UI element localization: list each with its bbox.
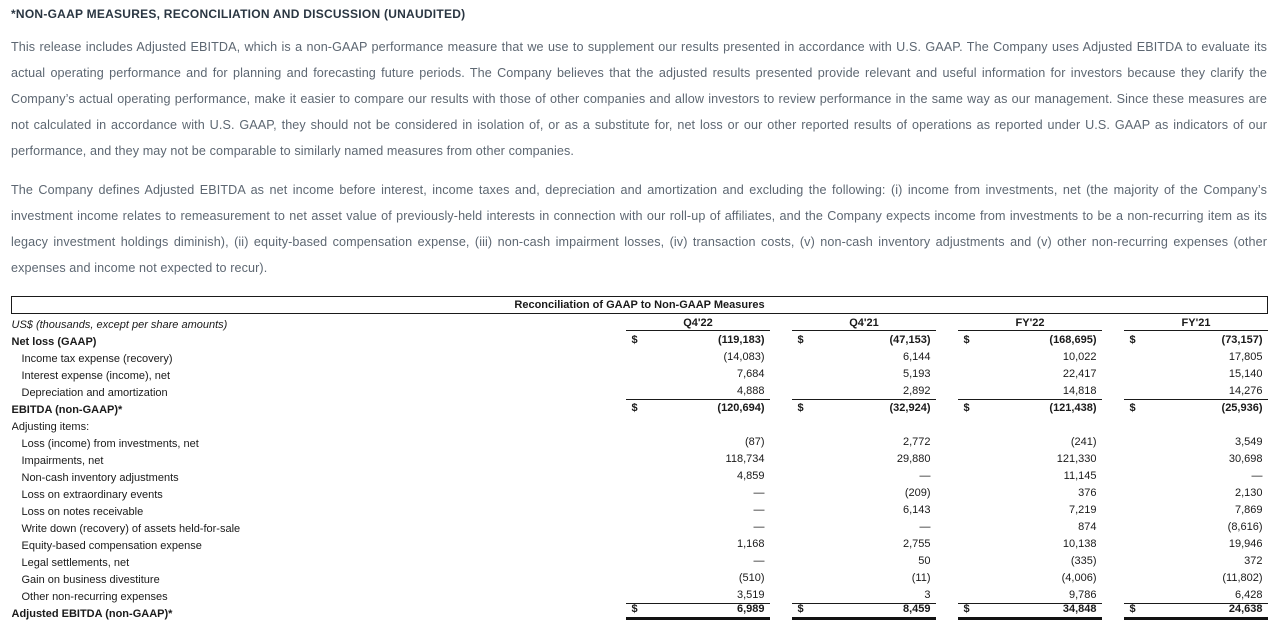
value-cell [604, 467, 770, 484]
cell-value: 50 [918, 555, 931, 567]
row-label: EBITDA (non-GAAP)* [11, 404, 123, 416]
table-row [12, 501, 1268, 518]
reconciliation-table [11, 296, 1268, 620]
row-label: Loss on extraordinary events [21, 489, 163, 501]
cell-value: (47,153) [889, 334, 931, 346]
cell-value: (32,924) [889, 402, 931, 414]
cell-value: 30,698 [1228, 453, 1263, 465]
column-header-fy-22 [936, 314, 1102, 332]
cell-value: 7,869 [1234, 504, 1263, 516]
cell-value: 4,888 [736, 385, 765, 397]
value-cell [770, 450, 936, 467]
cell-value: 2,755 [902, 538, 931, 550]
table-row [12, 348, 1268, 365]
value-cell [604, 365, 770, 382]
value-cell [1102, 416, 1268, 433]
row-label: Depreciation and amortization [21, 387, 168, 399]
table-row [12, 586, 1268, 603]
value-cell [936, 365, 1102, 382]
cell-value: 2,892 [902, 385, 931, 397]
value-cell [604, 348, 770, 365]
table-title: Reconciliation of GAAP to Non-GAAP Measures [12, 297, 1268, 314]
table-row [12, 399, 1268, 416]
column-header-label: FY'22 [1015, 317, 1045, 329]
value-cell [936, 484, 1102, 501]
value-cell [1102, 365, 1268, 382]
row-label: Net loss (GAAP) [11, 336, 97, 348]
cell-value: 376 [1078, 487, 1097, 499]
value-cell [770, 569, 936, 586]
value-cell [770, 433, 936, 450]
table-row [12, 416, 1268, 433]
cell-value: — [753, 555, 765, 567]
cell-value: 6,144 [902, 351, 931, 363]
cell-value: (4,006) [1061, 572, 1097, 584]
value-cell [770, 518, 936, 535]
value-cell [604, 603, 770, 620]
value-cell [770, 331, 936, 348]
currency-symbol: $ [1129, 603, 1136, 615]
value-cell [604, 518, 770, 535]
value-cell [936, 501, 1102, 518]
cell-value: — [919, 470, 931, 482]
value-cell [604, 416, 770, 433]
cell-value: 7,219 [1068, 504, 1097, 516]
value-cell [770, 467, 936, 484]
value-cell [770, 552, 936, 569]
value-cell [936, 603, 1102, 620]
value-cell [604, 586, 770, 603]
unit-note: US$ (thousands, except per share amounts) [11, 319, 228, 331]
cell-value: 3,519 [736, 589, 765, 601]
value-cell [604, 399, 770, 416]
value-cell [1102, 484, 1268, 501]
cell-value: 2,772 [902, 436, 931, 448]
table-row [12, 331, 1268, 348]
cell-value: 3,549 [1234, 436, 1263, 448]
cell-value: 34,848 [1062, 603, 1097, 615]
table-row [12, 467, 1268, 484]
column-header-label: Q4'21 [849, 317, 879, 329]
value-cell [604, 331, 770, 348]
table-column-header-row [12, 314, 1268, 332]
table-row [12, 552, 1268, 569]
table-row [12, 484, 1268, 501]
cell-value: 29,880 [896, 453, 931, 465]
value-cell [936, 433, 1102, 450]
cell-value: — [919, 521, 931, 533]
value-cell [770, 399, 936, 416]
value-cell [936, 331, 1102, 348]
value-cell [604, 382, 770, 399]
value-cell [936, 535, 1102, 552]
cell-value: 24,638 [1228, 603, 1263, 615]
value-cell [936, 518, 1102, 535]
value-cell [1102, 569, 1268, 586]
value-cell [770, 586, 936, 603]
row-label: Income tax expense (recovery) [21, 353, 173, 365]
cell-value: 1,168 [736, 538, 765, 550]
cell-value: 372 [1244, 555, 1263, 567]
row-label: Loss on notes receivable [21, 506, 144, 518]
currency-symbol: $ [797, 603, 804, 615]
cell-value: (241) [1070, 436, 1097, 448]
row-label: Interest expense (income), net [21, 370, 171, 382]
value-cell [770, 484, 936, 501]
value-cell [1102, 399, 1268, 416]
cell-value: (14,083) [723, 351, 765, 363]
value-cell [770, 416, 936, 433]
value-cell [770, 501, 936, 518]
cell-value: (120,694) [717, 402, 765, 414]
currency-symbol: $ [963, 334, 970, 346]
cell-value: 7,684 [736, 368, 765, 380]
value-cell [1102, 586, 1268, 603]
cell-value: — [753, 504, 765, 516]
cell-value: 9,786 [1068, 589, 1097, 601]
row-label: Gain on business divestiture [21, 574, 160, 586]
row-label: Adjusted EBITDA (non-GAAP)* [11, 608, 173, 620]
cell-value: (119,183) [718, 334, 765, 346]
value-cell [1102, 552, 1268, 569]
currency-symbol: $ [631, 603, 638, 615]
cell-value: 14,276 [1228, 385, 1263, 397]
currency-symbol: $ [1129, 334, 1136, 346]
value-cell [936, 450, 1102, 467]
cell-value: 8,459 [902, 603, 931, 615]
value-cell [1102, 382, 1268, 399]
column-header-label: Q4'22 [683, 317, 713, 329]
cell-value: 17,805 [1228, 351, 1263, 363]
column-header-label: FY'21 [1181, 317, 1211, 329]
currency-symbol: $ [963, 603, 970, 615]
value-cell [604, 484, 770, 501]
table-title-row [12, 297, 1268, 314]
cell-value: 4,859 [736, 470, 765, 482]
value-cell [604, 535, 770, 552]
cell-value: 10,022 [1062, 351, 1097, 363]
definition-paragraph: The Company defines Adjusted EBITDA as net income before interest, income taxes and, depreciation and amortization and excluding the following: (i) income from investments, net (the majority of the Company’s investment income relates to remeasurement to net asset value of previously-held interests in connection with our roll-up of affiliates, and the Company expects income from investments to be a non-recurring item as its legacy investment holdings diminish), (ii) equity-based compensation expense, (iii) non-cash impairment losses, (iv) transaction costs, (v) non-cash inventory adjustments and (v) other non-recurring expenses (other expenses and income not expected to recur). [11, 183, 1267, 275]
currency-symbol: $ [797, 334, 804, 346]
value-cell [1102, 467, 1268, 484]
currency-symbol: $ [797, 402, 804, 414]
value-cell [1102, 331, 1268, 348]
value-cell [1102, 501, 1268, 518]
value-cell [1102, 450, 1268, 467]
value-cell [936, 416, 1102, 433]
value-cell [770, 365, 936, 382]
value-cell [770, 535, 936, 552]
value-cell [1102, 348, 1268, 365]
cell-value: 6,428 [1234, 589, 1263, 601]
value-cell [604, 552, 770, 569]
currency-symbol: $ [1129, 402, 1136, 414]
row-label: Equity-based compensation expense [21, 540, 202, 552]
cell-value: (209) [904, 487, 931, 499]
row-label: Non-cash inventory adjustments [21, 472, 179, 484]
cell-value: (335) [1070, 555, 1097, 567]
cell-value: — [1251, 470, 1263, 482]
cell-value: (8,616) [1227, 521, 1263, 533]
cell-value: 19,946 [1228, 538, 1263, 550]
table-row [12, 518, 1268, 535]
cell-value: (510) [738, 572, 765, 584]
currency-symbol: $ [963, 402, 970, 414]
row-label: Legal settlements, net [21, 557, 130, 569]
value-cell [936, 552, 1102, 569]
value-cell [936, 348, 1102, 365]
table-row [12, 382, 1268, 399]
value-cell [936, 399, 1102, 416]
value-cell [936, 467, 1102, 484]
cell-value: 10,138 [1062, 538, 1097, 550]
cell-value: 15,140 [1228, 368, 1263, 380]
value-cell [1102, 603, 1268, 620]
value-cell [936, 569, 1102, 586]
row-label: Other non-recurring expenses [21, 591, 168, 603]
currency-symbol: $ [631, 402, 638, 414]
cell-value: 2,130 [1234, 487, 1263, 499]
row-label: Impairments, net [21, 455, 104, 467]
column-header-q4-22 [604, 314, 770, 332]
cell-value: (11) [911, 572, 931, 584]
value-cell [604, 450, 770, 467]
table-row [12, 603, 1268, 620]
cell-value: 6,989 [736, 603, 765, 615]
cell-value: (87) [744, 436, 765, 448]
row-label: Write down (recovery) of assets held-for-sale [21, 523, 241, 535]
cell-value: (25,936) [1221, 402, 1263, 414]
cell-value: — [753, 487, 765, 499]
column-header-q4-21 [770, 314, 936, 332]
value-cell [604, 501, 770, 518]
table-row [12, 365, 1268, 382]
cell-value: 14,818 [1062, 385, 1097, 397]
row-label: Adjusting items: [11, 421, 90, 433]
table-row [12, 535, 1268, 552]
value-cell [770, 603, 936, 620]
cell-value: 6,143 [902, 504, 931, 516]
table-row [12, 450, 1268, 467]
table-row [12, 433, 1268, 450]
cell-value: 3 [924, 589, 931, 601]
cell-value: (11,802) [1222, 572, 1263, 584]
cell-value: 11,145 [1063, 470, 1097, 482]
value-cell [1102, 535, 1268, 552]
value-cell [1102, 518, 1268, 535]
cell-value: 874 [1078, 521, 1097, 533]
currency-symbol: $ [631, 334, 638, 346]
intro-paragraph: This release includes Adjusted EBITDA, which is a non-GAAP performance measure that we use to supplement our results presented in accordance with U.S. GAAP. The Company uses Adjusted EBITDA to evaluate its actual operating performance and for planning and forecasting future periods. The Company believes that the adjusted results presented provide relevant and useful information for investors because they clarify the Company’s actual operating performance, make it easier to compare our results with those of other companies and allow investors to review performance in the same way as our management. Since these measures are not calculated in accordance with U.S. GAAP, they should not be considered in isolation of, or as a substitute for, net loss or our other reported results of operations as reported under U.S. GAAP as indicators of our performance, and they may not be comparable to similarly named measures from other companies. [11, 40, 1267, 158]
cell-value: 118,734 [725, 453, 765, 465]
page-title: *NON-GAAP MEASURES, RECONCILIATION AND DISCUSSION (UNAUDITED) [11, 7, 466, 21]
value-cell [770, 382, 936, 399]
value-cell [604, 433, 770, 450]
cell-value: 5,193 [902, 368, 931, 380]
cell-value: (121,438) [1049, 402, 1097, 414]
cell-value: 22,417 [1062, 368, 1097, 380]
cell-value: 121,330 [1056, 453, 1097, 465]
value-cell [1102, 433, 1268, 450]
cell-value: — [753, 521, 765, 533]
row-label: Loss (income) from investments, net [21, 438, 199, 450]
value-cell [936, 586, 1102, 603]
cell-value: (73,157) [1221, 334, 1263, 346]
value-cell [604, 569, 770, 586]
cell-value: (168,695) [1049, 334, 1097, 346]
table-row [12, 569, 1268, 586]
value-cell [936, 382, 1102, 399]
column-header-fy-21 [1102, 314, 1268, 332]
value-cell [770, 348, 936, 365]
